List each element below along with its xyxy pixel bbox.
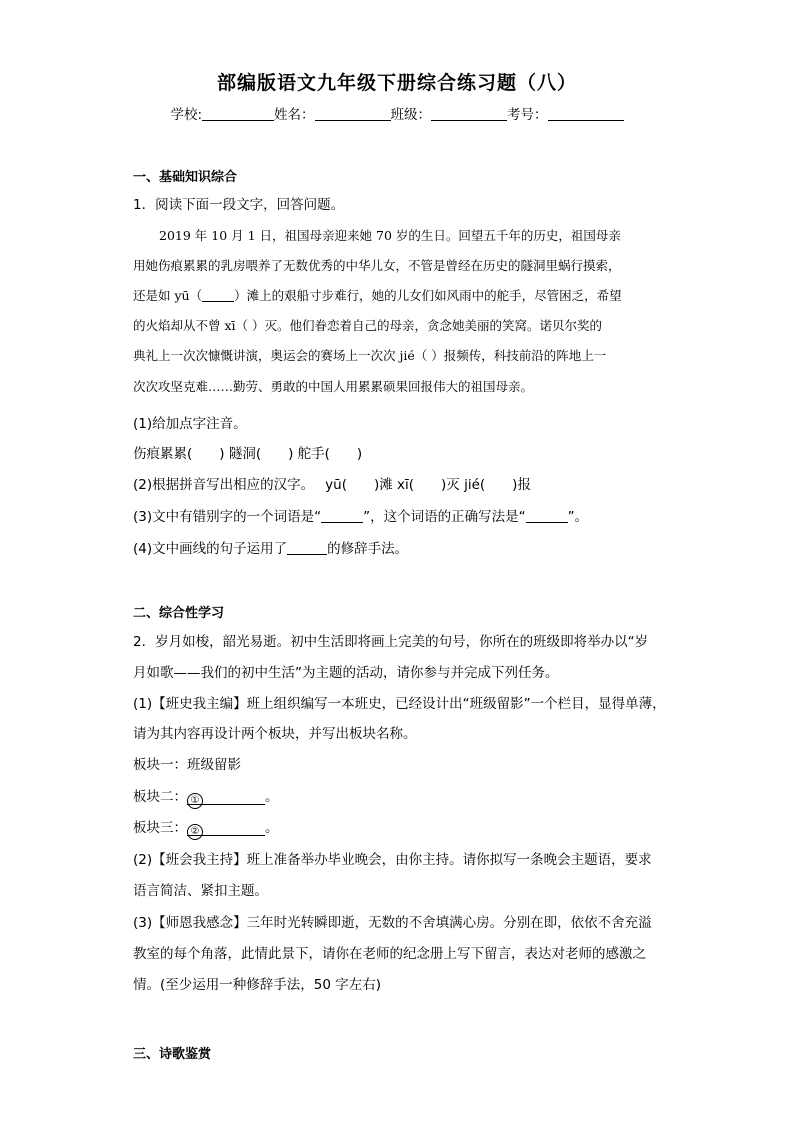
passage-line-3-b: ）滩上的艰船寸步难行，她的儿女们如风雨中的舵手，尽管困乏，希望 xyxy=(234,288,622,303)
question-1-intro: 1．阅读下面一段文字，回答问题。 xyxy=(133,197,345,213)
task-3-line-1: (3)【师恩我感念】三年时光转瞬即逝，无数的不舍填满心房。分别在即，依依不舍充溢 xyxy=(133,915,652,931)
school-label: 学校: xyxy=(170,107,203,123)
student-info-line xyxy=(0,103,794,123)
school-blank[interactable] xyxy=(202,106,274,121)
sub-question-1: (1)给加点字注音。 xyxy=(133,416,247,432)
task-3-line-3: 情。(至少运用一种修辞手法，50 字左右) xyxy=(133,977,382,993)
rhetoric-blank[interactable] xyxy=(287,541,327,555)
name-blank[interactable] xyxy=(315,106,391,121)
sub-question-2: (2)根据拼音写出相应的汉字。 yū( )滩 xī( )灭 jié( )报 xyxy=(133,477,531,493)
page-title: 部编版语文九年级下册综合练习题（八） xyxy=(216,72,577,94)
task-2-line-1: (2)【班会我主持】班上准备举办毕业晚会，由你主持。请你拟写一条晚会主题语，要求 xyxy=(133,852,652,868)
block-2-period: 。 xyxy=(265,789,279,805)
block-3-blank[interactable] xyxy=(187,822,265,836)
task-1-line-1: (1)【班史我主编】班上组织编写一本班史，已经设计出“班级留影”一个栏目，显得单薄， xyxy=(133,696,666,712)
section-heading-basics: 一、基础知识综合 xyxy=(133,170,238,185)
section-heading-comprehensive: 二、综合性学习 xyxy=(133,606,225,621)
sub-question-3 xyxy=(133,505,588,525)
task-1-line-2: 请为其内容再设计两个板块，并写出板块名称。 xyxy=(133,726,417,742)
section-heading-poetry: 三、诗歌鉴赏 xyxy=(133,1047,212,1062)
block-3-marker: ② xyxy=(187,824,203,840)
wrong-word-blank[interactable] xyxy=(321,509,363,523)
sub-question-4-b: 的修辞手法。 xyxy=(327,541,409,557)
task-2-line-2: 语言简洁、紧扣主题。 xyxy=(133,883,268,899)
block-3 xyxy=(133,816,279,836)
question-2-line-2: 月如歌——我们的初中生活”为主题的活动，请你参与并完成下列任务。 xyxy=(133,665,559,681)
exam-no-blank[interactable] xyxy=(548,106,624,121)
sub-question-4-a: (4)文中画线的句子运用了 xyxy=(133,541,288,557)
block-3-label: 板块三： xyxy=(133,820,187,836)
passage-line-3 xyxy=(133,286,673,304)
block-2-blank[interactable] xyxy=(187,791,265,805)
sub-question-3-b: ”，这个词语的正确写法是“ xyxy=(363,509,526,525)
correct-word-blank[interactable] xyxy=(526,509,568,523)
sub-question-4 xyxy=(133,537,408,557)
block-3-period: 。 xyxy=(265,820,279,836)
question-2-line-1: 2．岁月如梭，韶光易逝。初中生活即将画上完美的句号，你所在的班级即将举办以“岁 xyxy=(133,634,649,650)
sub-question-1-items: 伤痕累累( ) 隧洞( ) 舵手( ) xyxy=(133,446,363,462)
pinyin-blank-yu[interactable] xyxy=(202,288,234,302)
passage-line-3-a: 还是如 yū（ xyxy=(133,288,203,303)
sub-question-3-a: (3)文中有错别字的一个词语是“ xyxy=(133,509,322,525)
block-2-label: 板块二： xyxy=(133,789,187,805)
class-label: 班级： xyxy=(390,107,432,123)
passage-line-2: 用她伤痕累累的乳房喂养了无数优秀的中华儿女，不管是曾经在历史的隧洞里蜗行摸索， xyxy=(133,258,621,273)
block-1: 板块一：班级留影 xyxy=(133,757,241,773)
exam-no-label: 考号： xyxy=(507,107,548,123)
passage-line-5: 典礼上一次次慷慨讲演，奥运会的赛场上一次次 jié（ ）报频传，科技前沿的阵地上一 xyxy=(133,348,607,363)
sub-question-3-c: ”。 xyxy=(567,509,589,525)
block-2 xyxy=(133,785,279,805)
class-blank[interactable] xyxy=(431,106,507,121)
passage-line-1: 2019 年 10 月 1 日，祖国母亲迎来她 70 岁的生日。回望五千年的历史，祖国母亲 xyxy=(159,228,621,243)
name-label: 姓名： xyxy=(274,107,315,123)
passage-line-6: 次次攻坚克难……勤劳、勇敢的中国人用累累硕果回报伟大的祖国母亲。 xyxy=(133,379,534,394)
block-2-marker: ① xyxy=(187,793,203,809)
task-3-line-2: 教室的每个角落，此情此景下，请你在老师的纪念册上写下留言，表达对老师的感激之 xyxy=(133,946,646,962)
passage-line-4: 的火焰却从不曾 xī（ ）灭。他们眷恋着自己的母亲，贪念她美丽的笑窝。诺贝尔奖的 xyxy=(133,318,602,333)
